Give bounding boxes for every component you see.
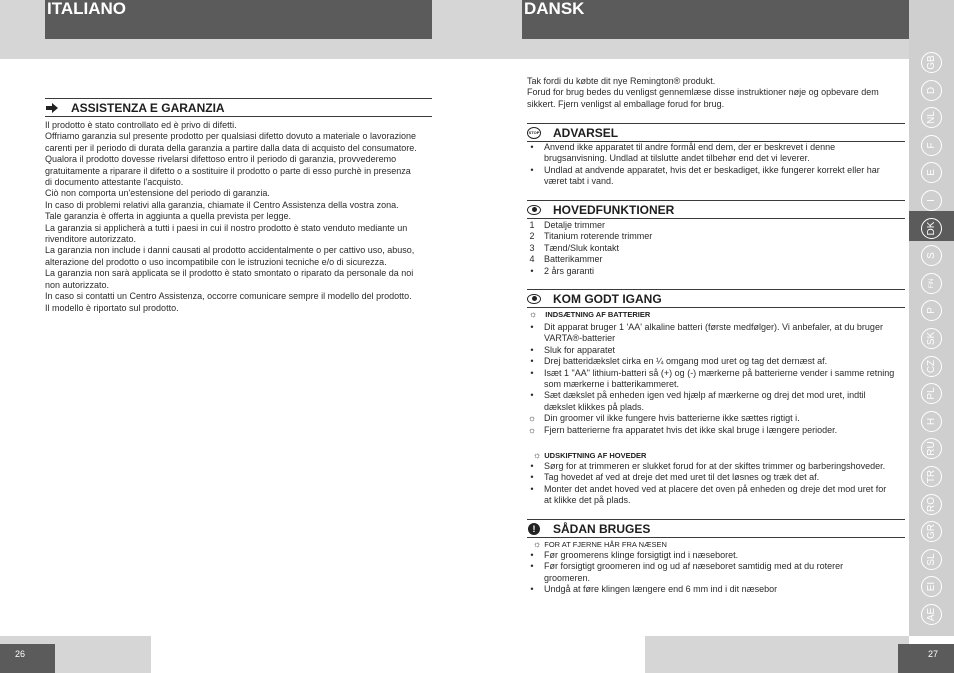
list-marker: • bbox=[530, 164, 534, 175]
list-marker: • bbox=[530, 390, 534, 401]
text-line: Qualora il prodotto dovesse rivelarsi difettoso entro il periodo di garanzia, provvederemo bbox=[45, 154, 397, 165]
language-tab-f[interactable]: F bbox=[921, 135, 942, 156]
eye-icon bbox=[527, 293, 541, 305]
list-item bbox=[527, 322, 907, 345]
list-item-text: været tabt i vand. bbox=[544, 176, 614, 187]
list-marker: 4 bbox=[529, 254, 535, 265]
list-item-text: Undgå at føre klingen længere end 6 mm ind i dit næsebor bbox=[544, 584, 778, 595]
text-line: La garanzia si applicherà a tutti i paesi in cui il nostro prodotto è stato venduto mediante un bbox=[45, 222, 408, 233]
list-item-text: dækslet klikkes på plads. bbox=[544, 401, 645, 412]
list-item-text: brugsanvisning. Undlad at tilslutte andet tilbehør end det vi leverer. bbox=[544, 153, 810, 164]
text-line: carenti per il periodo di durata della garanzia a partire dalla data di acquisto del consumatore. bbox=[45, 142, 417, 153]
text-line: In caso di problemi relativi alla garanzia, chiamate il Centro Assistenza della vostra zona. bbox=[45, 199, 399, 210]
batterier-list bbox=[527, 322, 907, 436]
text-line: La garanzia non include i danni causati al prodotto accidentalmente o per cattivo uso, abuso, bbox=[45, 245, 415, 256]
text-line: Tale garanzia è offerta in aggiunta a quella prevista per legge. bbox=[45, 211, 292, 222]
list-marker: • bbox=[530, 550, 534, 560]
warning-icon: ! bbox=[527, 523, 541, 535]
list-item-text: Isæt 1 "AA" lithium-batteri så (+) og (-) mærkerne på batterierne vender i samme retning bbox=[544, 367, 895, 378]
list-marker: • bbox=[530, 561, 534, 572]
list-item bbox=[527, 461, 907, 472]
sun-icon: ☼ bbox=[533, 450, 542, 460]
footer-band-right bbox=[645, 636, 909, 673]
list-item bbox=[527, 231, 907, 242]
list-item bbox=[527, 584, 907, 595]
page-number-left: 26 bbox=[0, 644, 55, 673]
list-marker: • bbox=[530, 344, 534, 355]
text-line: non autorizzato. bbox=[45, 279, 110, 290]
list-marker: • bbox=[530, 356, 534, 367]
section-advarsel bbox=[527, 123, 905, 142]
eye-icon bbox=[527, 204, 541, 216]
list-marker: • bbox=[530, 584, 534, 595]
list-item bbox=[527, 472, 907, 483]
list-item-text: VARTA®-batterier bbox=[544, 333, 616, 344]
list-item-text: at klikke det på plads. bbox=[544, 495, 631, 506]
text-line: di documento attestante l'acquisto. bbox=[45, 177, 184, 188]
text-line: Offriamo garanzia sul presente prodotto per qualsiasi difetto dovuto a materiale o lavorazione bbox=[45, 131, 417, 142]
stop-icon: STOP bbox=[527, 127, 541, 139]
list-item-text: Før groomerens klinge forsigtigt ind i næseboret. bbox=[544, 550, 739, 560]
language-tab-fin[interactable]: FIN bbox=[921, 273, 942, 294]
section-heading: HOVEDFUNKTIONER bbox=[553, 202, 675, 217]
advarsel-list bbox=[527, 142, 907, 188]
sun-icon: ☼ bbox=[529, 309, 538, 319]
list-item bbox=[527, 243, 907, 254]
list-marker: • bbox=[530, 322, 534, 332]
page-title-italiano: ITALIANO bbox=[45, 0, 432, 39]
list-item-text: Tænd/Sluk kontakt bbox=[544, 242, 620, 253]
language-tab-ει[interactable]: ΕΙ bbox=[921, 576, 942, 597]
list-item-text: Drej batteridækslet cirka en ¼ omgang mod uret og tag det dernæst af. bbox=[544, 356, 828, 367]
list-item-text: Undlad at andvende apparatet, hvis det er beskadiget, ikke fungerer korrekt eller har bbox=[544, 164, 880, 175]
section-hovedfunktioner bbox=[527, 200, 905, 219]
list-item-text: Fjern batterierne fra apparatet hvis det ikke skal bruge i længere perioder. bbox=[544, 424, 838, 435]
list-item bbox=[527, 254, 907, 265]
arrow-right-icon bbox=[45, 102, 59, 114]
list-item-text: Detalje trimmer bbox=[544, 220, 606, 230]
language-tab-e[interactable]: E bbox=[921, 162, 942, 183]
list-item-text: Titanium roterende trimmer bbox=[544, 231, 653, 242]
language-tab-sk[interactable]: SK bbox=[921, 328, 942, 349]
list-item-text: 2 års garanti bbox=[544, 265, 595, 276]
language-tab-gr[interactable]: GR bbox=[921, 521, 942, 542]
list-item-text: Sluk for apparatet bbox=[544, 344, 616, 355]
list-item-text: Sørg for at trimmeren er slukket forud for at der skiftes trimmer og barberingshoveder. bbox=[544, 461, 886, 471]
language-tab-s[interactable]: S bbox=[921, 245, 942, 266]
sun-icon: ☼ bbox=[527, 424, 537, 435]
list-item bbox=[527, 266, 907, 277]
language-tab-ae[interactable]: AE bbox=[921, 604, 942, 625]
text-line: Il modello è riportato sul prodotto. bbox=[45, 302, 179, 313]
text-line: In caso si contatti un Centro Assistenza, occorre comunicare sempre il modello del prodotto. bbox=[45, 291, 412, 302]
language-tab-tr[interactable]: TR bbox=[921, 466, 942, 487]
sub-heading-batterier: ☼ INDSÆTNING AF BATTERIER bbox=[529, 309, 651, 319]
language-tab-h[interactable]: H bbox=[921, 411, 942, 432]
list-item-text: Dit apparat bruger 1 'AA' alkaline batteri (første medfølger). Vi anbefaler, at du bruger bbox=[544, 322, 883, 332]
text-line: gratuitamente a riparare il difetto o a sostituire il prodotto o parte di esso purchè in presenza bbox=[45, 165, 411, 176]
list-item-text: Tag hovedet af ved at dreje det med uret til det løsnes og træk det af. bbox=[544, 472, 820, 483]
list-marker: • bbox=[530, 472, 534, 483]
language-tab-cz[interactable]: CZ bbox=[921, 356, 942, 377]
list-item-text: som mærkerne i batterikammeret. bbox=[544, 379, 680, 390]
list-item bbox=[527, 390, 907, 413]
text-line: rivenditore autorizzato. bbox=[45, 234, 137, 245]
list-marker: 1 bbox=[529, 220, 535, 230]
garanzia-text bbox=[45, 120, 435, 314]
list-marker: • bbox=[530, 142, 534, 152]
sun-icon: ☼ bbox=[527, 413, 537, 424]
list-item-text: Anvend ikke apparatet til andre formål end dem, der er beskrevet i denne bbox=[544, 142, 836, 152]
text-line: Tak fordi du købte dit nye Remington® produkt. bbox=[527, 76, 716, 86]
text-line: La garanzia non sarà applicata se il prodotto è stato smontato o riparato da personale da noi bbox=[45, 268, 414, 279]
section-kom-godt-igang bbox=[527, 289, 905, 308]
list-item-text: Batterikammer bbox=[544, 254, 603, 265]
list-item-text: Før forsigtigt groomeren ind og ud af næseboret samtidig med at du roterer bbox=[544, 561, 844, 572]
intro-text bbox=[527, 76, 907, 110]
list-item bbox=[527, 368, 907, 391]
text-line: sikkert. Fjern venligst al emballage forud for brug. bbox=[527, 98, 725, 109]
language-tab-nl[interactable]: NL bbox=[921, 107, 942, 128]
language-tab-sl[interactable]: SL bbox=[921, 549, 942, 570]
text-line: Forud for brug bedes du venligst gennemlæse disse instruktioner nøje og opbevare dem bbox=[527, 87, 879, 98]
list-marker: • bbox=[530, 367, 534, 378]
language-tab-d[interactable]: D bbox=[921, 80, 942, 101]
sub-heading-hoveder: ☼ UDSKIFTNING AF HOVEDER bbox=[533, 450, 647, 460]
list-marker: 3 bbox=[529, 242, 535, 253]
language-tab-ru[interactable]: RU bbox=[921, 438, 942, 459]
list-item-text: groomeren. bbox=[544, 572, 591, 583]
list-item bbox=[527, 220, 907, 231]
list-item-text: Monter det andet hoved ved at placere det oven på enheden og dreje det mod uret for bbox=[544, 483, 887, 494]
list-item bbox=[527, 142, 907, 165]
section-heading: ASSISTENZA E GARANZIA bbox=[71, 100, 225, 115]
list-marker: • bbox=[530, 483, 534, 494]
section-assistenza-garanzia bbox=[45, 98, 432, 117]
text-line: Ciò non comporta un'estensione del periodo di garanzia. bbox=[45, 188, 270, 199]
list-item bbox=[527, 425, 907, 436]
language-tab-p[interactable]: P bbox=[921, 300, 942, 321]
list-item bbox=[527, 561, 907, 584]
section-heading: SÅDAN BRUGES bbox=[553, 521, 651, 536]
sub-heading-naesen: ☼ FOR AT FJERNE HÅR FRA NÆSEN bbox=[533, 539, 667, 549]
list-item bbox=[527, 165, 907, 188]
hovedfunktioner-list bbox=[527, 220, 907, 277]
sun-icon: ☼ bbox=[533, 539, 542, 549]
list-marker: 2 bbox=[529, 231, 535, 242]
list-marker: • bbox=[530, 461, 534, 471]
section-heading: KOM GODT IGANG bbox=[553, 291, 662, 306]
list-item-text: Sæt dækslet på enheden igen ved hjælp af mærkerne og drej det mod uret, indtil bbox=[544, 390, 866, 401]
language-tab-dk[interactable]: DK bbox=[921, 218, 942, 239]
list-item-text: Din groomer vil ikke fungere hvis batterierne ikke sættes rigtigt i. bbox=[544, 413, 800, 424]
language-tabs bbox=[909, 0, 954, 636]
hoveder-list bbox=[527, 461, 907, 507]
list-item bbox=[527, 550, 907, 561]
list-item bbox=[527, 484, 907, 507]
bruges-list bbox=[527, 550, 907, 596]
page-number-right: 27 bbox=[898, 644, 954, 673]
list-item bbox=[527, 345, 907, 356]
list-marker: • bbox=[530, 265, 534, 276]
section-heading: ADVARSEL bbox=[553, 125, 619, 140]
language-tab-ro[interactable]: RO bbox=[921, 494, 942, 515]
list-item bbox=[527, 356, 907, 367]
language-tab-gb[interactable]: GB bbox=[921, 52, 942, 73]
list-item bbox=[527, 413, 907, 424]
text-line: alterazione del prodotto o uso incompatibile con le istruzioni tecniche e/o di sicurezza. bbox=[45, 256, 387, 267]
language-tab-pl[interactable]: PL bbox=[921, 383, 942, 404]
text-line: Il prodotto è stato controllato ed è privo di difetti. bbox=[45, 120, 237, 130]
section-saadan-bruges bbox=[527, 519, 905, 538]
language-tab-i[interactable]: I bbox=[921, 190, 942, 211]
page-title-dansk: DANSK bbox=[522, 0, 909, 39]
